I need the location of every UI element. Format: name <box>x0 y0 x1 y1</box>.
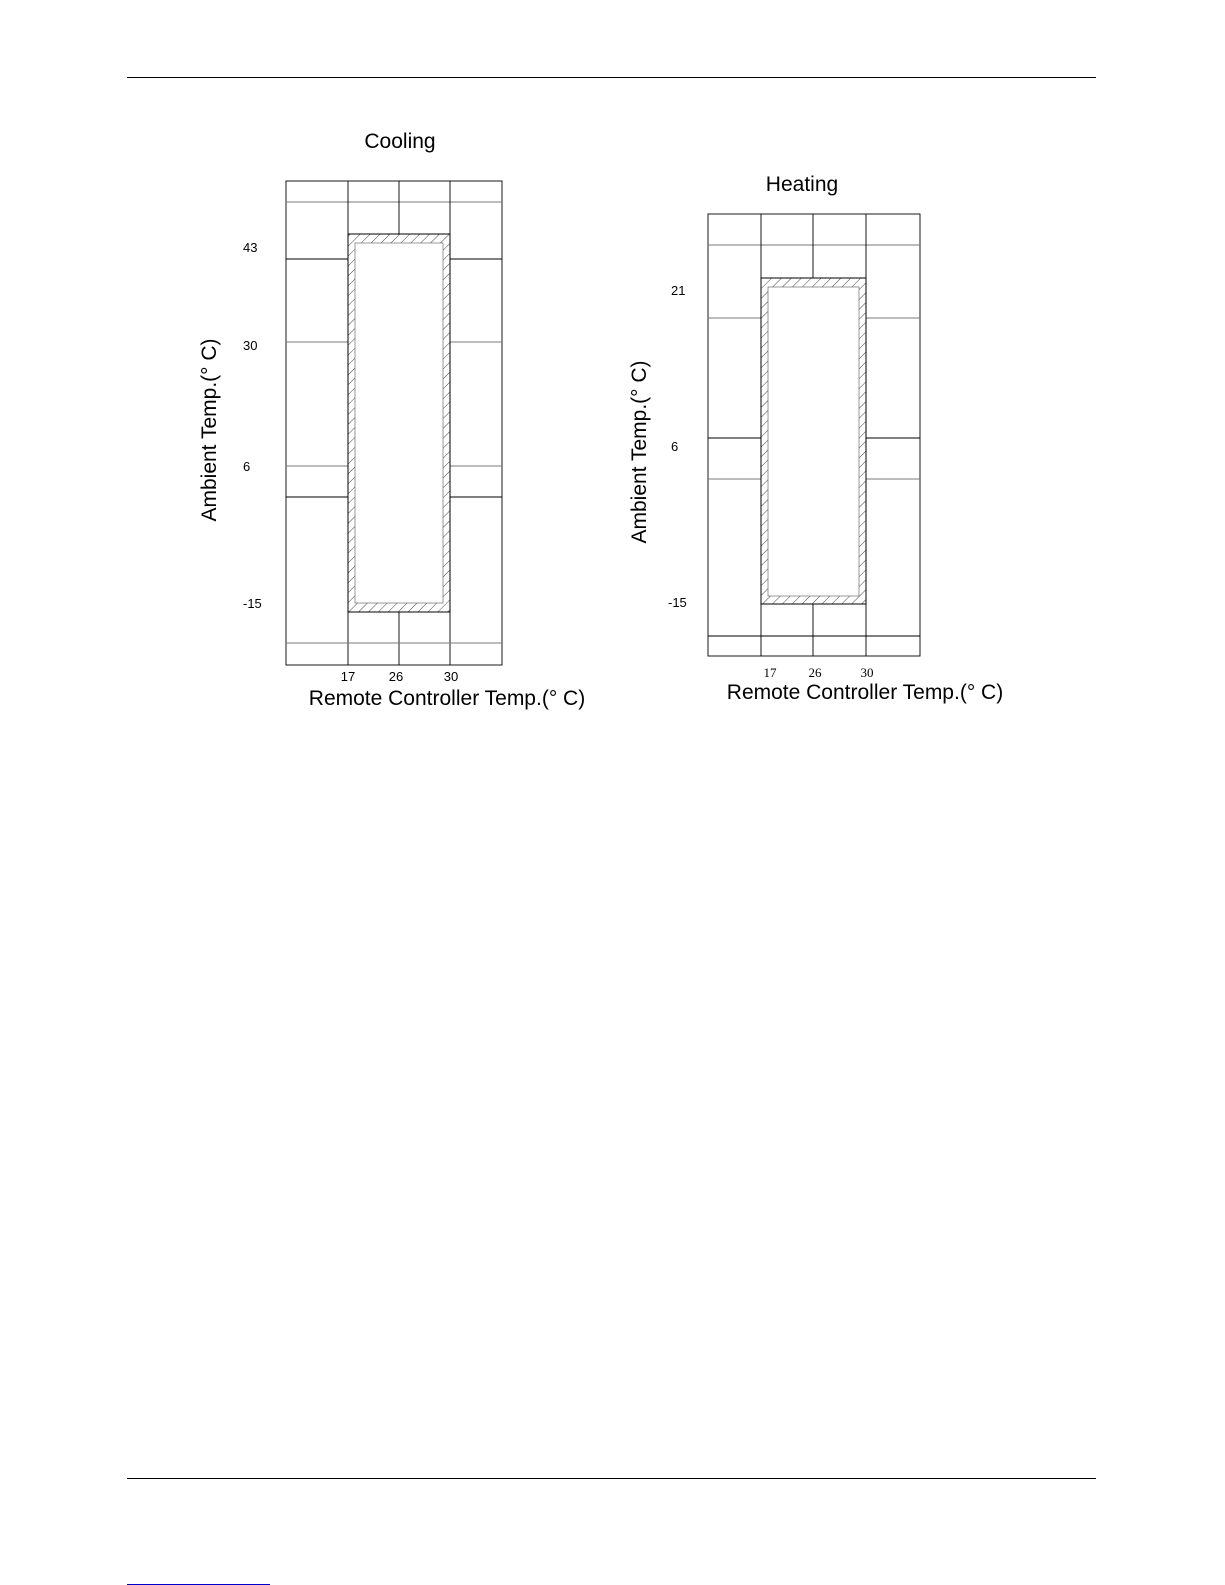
cooling-x-tick: 30 <box>443 669 459 684</box>
heating-y-tick: -15 <box>668 595 687 610</box>
heating-operating-region <box>761 278 866 604</box>
heating-y-tick: 21 <box>671 283 686 298</box>
heating-y-ticks <box>668 283 687 610</box>
cooling-y-tick: 6 <box>243 459 251 474</box>
heating-x-ticks <box>764 665 874 680</box>
heating-x-tick: 17 <box>763 665 777 680</box>
heating-chart-title: Heating <box>765 173 839 196</box>
cooling-x-tick: 26 <box>388 669 404 684</box>
cooling-x-axis-label: Remote Controller Temp.(° C) <box>308 687 586 710</box>
heating-region-inner <box>768 287 859 596</box>
cooling-y-tick: -15 <box>243 596 262 611</box>
cooling-y-tick: 30 <box>243 338 258 353</box>
cooling-x-tick: 17 <box>340 669 356 684</box>
footer-rule <box>127 1478 1096 1479</box>
heating-y-axis-label: Ambient Temp.(° C) <box>628 360 651 544</box>
heating-x-tick: 26 <box>808 665 822 680</box>
heating-x-axis-label: Remote Controller Temp.(° C) <box>726 681 1004 704</box>
heating-x-tick: 30 <box>860 665 874 680</box>
cooling-y-tick: 43 <box>243 240 258 255</box>
heating-y-tick: 6 <box>671 439 679 454</box>
cooling-chart-title: Cooling <box>364 130 436 153</box>
cooling-y-axis-label: Ambient Temp.(° C) <box>198 338 221 522</box>
